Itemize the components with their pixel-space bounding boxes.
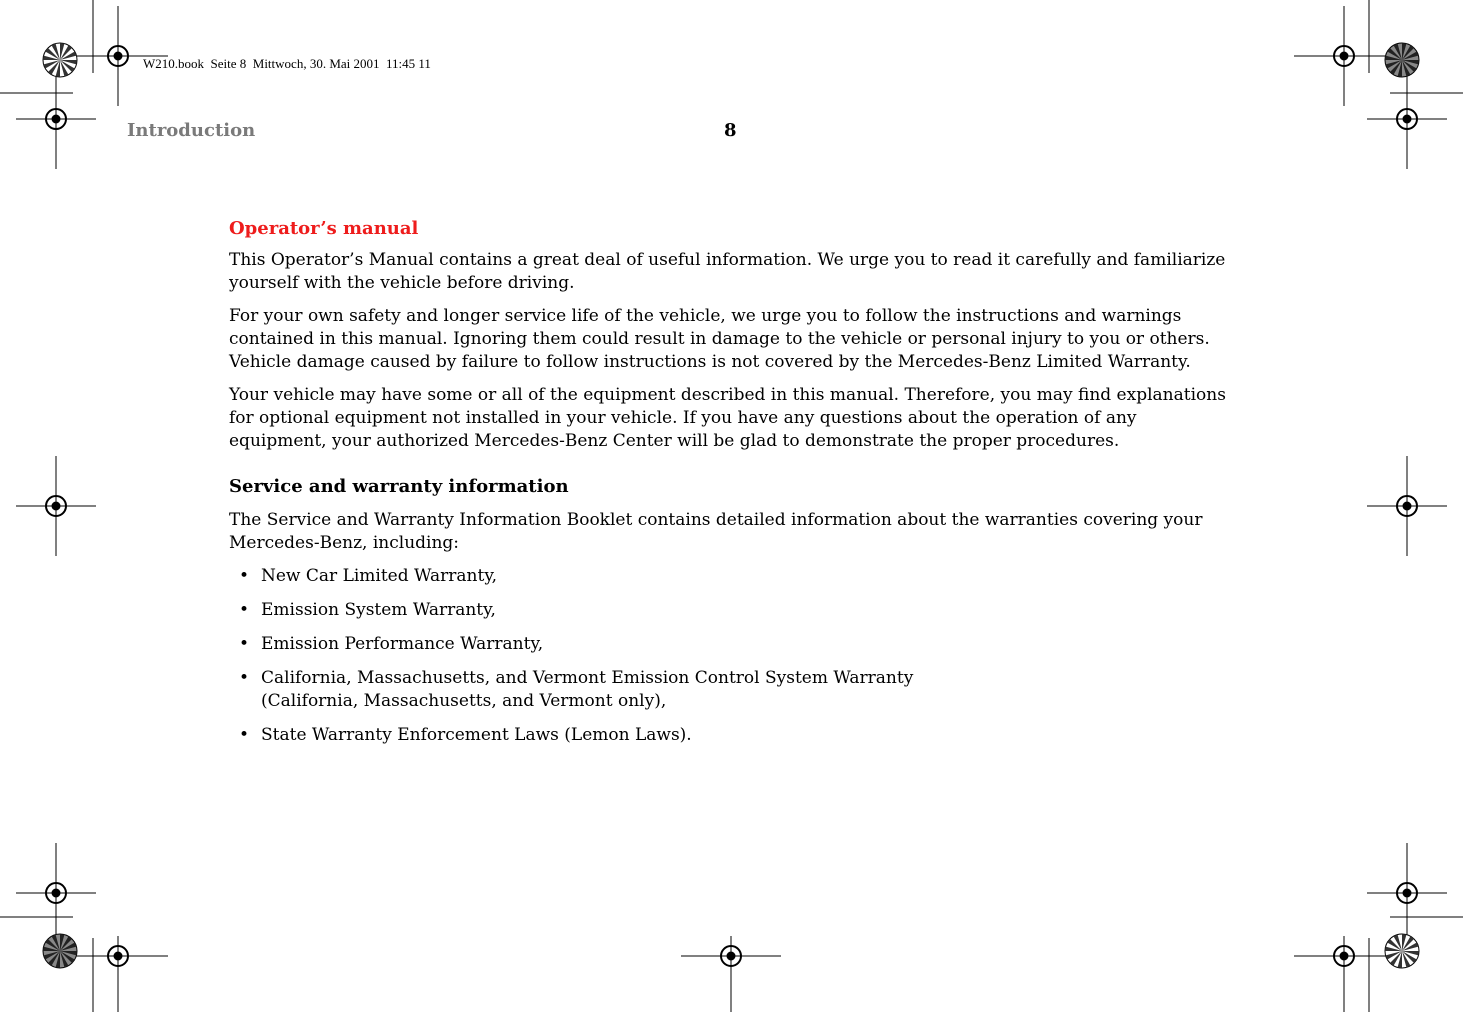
- star-target-icon: [42, 42, 78, 78]
- star-target-icon: [1384, 933, 1420, 969]
- registration-mark-icon: [1294, 936, 1394, 1012]
- print-slug: W210.book Seite 8 Mittwoch, 30. Mai 2001 11:45 11: [143, 56, 431, 71]
- registration-mark-icon: [681, 936, 781, 1012]
- list-item-text: Emission System Warranty,: [261, 600, 496, 620]
- registration-mark-icon: [16, 69, 96, 169]
- bullet-icon: •: [239, 725, 250, 745]
- registration-mark-icon: [1367, 69, 1447, 169]
- service-warranty-heading: Service and warranty information: [229, 476, 569, 497]
- operators-manual-heading: Operator’s manual: [229, 218, 419, 239]
- operators-manual-paragraph-1: This Operator’s Manual contains a great deal of useful information. We urge you to read it carefully and familiarize yourself with the vehicle before driving.: [229, 250, 1226, 293]
- bullet-icon: •: [239, 668, 250, 688]
- running-header-section: Introduction: [127, 120, 256, 141]
- list-item-text: New Car Limited Warranty,: [261, 566, 498, 586]
- bullet-icon: •: [239, 634, 250, 654]
- list-item-text: California, Massachusetts, and Vermont Emission Control System Warranty (California, Massachusetts, and Vermont only),: [261, 668, 914, 711]
- page-number: 8: [724, 120, 737, 141]
- operators-manual-paragraph-3: Your vehicle may have some or all of the equipment described in this manual. Therefore, you may find explanations for optional equipment not installed in your vehicle. If you have any questions about the operation of any equipment, your authorized Mercedes-Benz Center will be glad to demonstrate the proper procedures.: [229, 385, 1226, 451]
- service-warranty-intro: The Service and Warranty Information Booklet contains detailed information about the warranties covering your Mercedes-Benz, including:: [229, 510, 1203, 553]
- bullet-icon: •: [239, 566, 250, 586]
- list-item-text: Emission Performance Warranty,: [261, 634, 544, 654]
- star-target-icon: [1384, 42, 1420, 78]
- star-target-icon: [42, 933, 78, 969]
- registration-mark-icon: [1367, 456, 1447, 556]
- registration-mark-icon: [16, 456, 96, 556]
- bullet-icon: •: [239, 600, 250, 620]
- operators-manual-paragraph-2: For your own safety and longer service life of the vehicle, we urge you to follow the instructions and warnings contained in this manual. Ignoring them could result in damage to the vehicle or personal injury to you or others. Vehicle damage caused by failure to follow instructions is not covered by the Mercedes-Benz Limited Warranty.: [229, 306, 1210, 372]
- registration-mark-icon: [16, 843, 96, 943]
- registration-mark-icon: [68, 936, 168, 1012]
- registration-mark-icon: [1367, 843, 1447, 943]
- list-item-text: State Warranty Enforcement Laws (Lemon Laws).: [261, 725, 692, 745]
